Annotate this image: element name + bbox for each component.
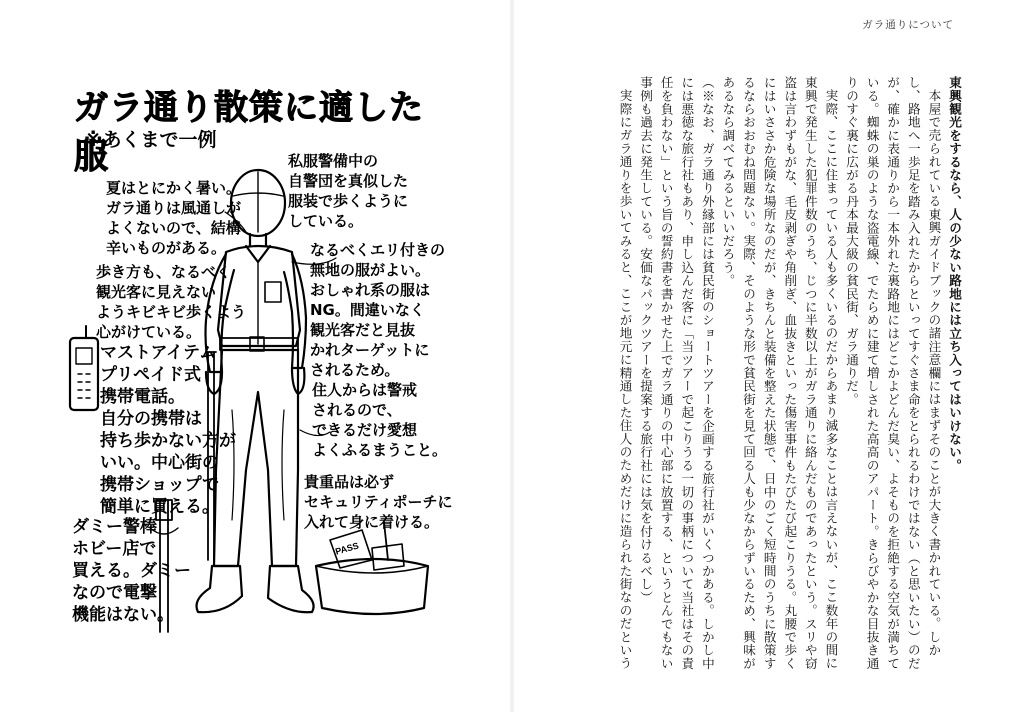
text-page — [515, 0, 1024, 712]
note-dummy-baton: ダミー警棒 ホビー店で 買える。ダミー なので電撃 機能はない。 — [72, 517, 191, 625]
note-must-item: マストアイテム プリペイド式 携帯電話。 自分の携帯は 持ち歩かない方が いい。中心街の 携帯ショップで 簡単に買える。 — [100, 343, 236, 517]
running-head: ガラ通りについて — [862, 19, 954, 31]
body-paragraph: 実際にガラ通りを歩いてみると、ここが地元に精通した住人のためだけに造られた街なのだという — [617, 88, 633, 670]
illustration-page — [0, 0, 510, 712]
body-text — [614, 76, 964, 676]
note-security-mimic: 私服警備中の 自警団を真似した 服装で歩くように している。 — [288, 152, 409, 230]
body-heading: 東興観光をするなら、人の少ない路地には立ち入ってはいけない。 — [947, 76, 962, 472]
note-hot-weather: 夏はとにかく暑い。 ガラ通りは風通しが よくないので、結構 辛いものがある。 — [106, 179, 242, 257]
pouch-label: PASS — [334, 540, 360, 557]
security-pouch — [316, 559, 428, 614]
illustration-subtitle: ※あくまで一例 — [84, 129, 217, 151]
figure-right-shoe — [268, 566, 314, 612]
body-paragraph: （※なお、ガラ通り外縁部には貧民街のショートツアーを企画する旅行社がいくつかある。しかし中には悪徳な旅行社もあり、申し込んだ客に「当ツアーで起こりうる一切の事柄について当社はその責任を負わない」という旨の誓約書を書かせた上でガラ通りの中心部に放置する、というとんでもない事例も過去に発生している。安価なパックツアーを提案する旅行社には気を付けるべし） — [638, 76, 715, 670]
body-paragraph: 本屋で売られている東興ガイドブックの諸注意欄にはまずそのことが大きく書かれている。しかし、路地へ一歩足を踏み入れたからといってすぐさま命をとられるわけではない（と思いたい）のだが、確かに表通りから一本外れた裏路地にはどこかよどんだ臭い、よそものを拒絶する空気が満ちている。蜘蛛の巣のような盗電線、でたらめに建て増しされた高高のアパート。きらびやかな目抜き通りのすぐ裏に広がる丹本最大級の貧民街、ガラ通りだ。 — [844, 76, 942, 670]
body-paragraph: 実際、ここに住まっている人も多くいるのだからあまり滅多なことは言えないが、ここ数年の間に東興で発生した犯罪件数のうち、じつに半数以上がガラ通りに絡んだものであったという。スリや窃盗は言わずもがな、毛皮剥ぎや角削ぎ、血抜きといった傷害事件もたびたび起こりうる。丸腰で歩くにはいささか危険な場所なのだが、きちんと装備を整えた状態で、日中のごく短時間のうちに散策するならおおむね問題ない。実際、そのような形で貧民街を見て回る人も少なからずいるため、興味があるなら調べてみるといいだろう。 — [720, 76, 839, 670]
note-collar-shirt: なるべくエリ付きの 無地の服がよい。 おしゃれ系の服は NG。間違いなく 観光客だと見抜 かれターゲットに されるため。 — [310, 241, 446, 379]
figure-pocket — [265, 282, 281, 302]
note-walking: 歩き方も、なるべく 観光客に見えない ようキビキビ歩くよう 心がけている。 — [96, 263, 247, 341]
illustration-title: ガラ通り散策に適した服 — [74, 88, 424, 177]
prepaid-phone — [70, 338, 98, 410]
note-residents: 住人からは警戒 されるので、 できるだけ愛想 よくふるまうこと。 — [312, 381, 448, 459]
note-valuables: 貴重品は必ず セキュリティポーチに 入れて身に着ける。 — [304, 473, 453, 531]
figure-left-shoe — [197, 566, 243, 612]
